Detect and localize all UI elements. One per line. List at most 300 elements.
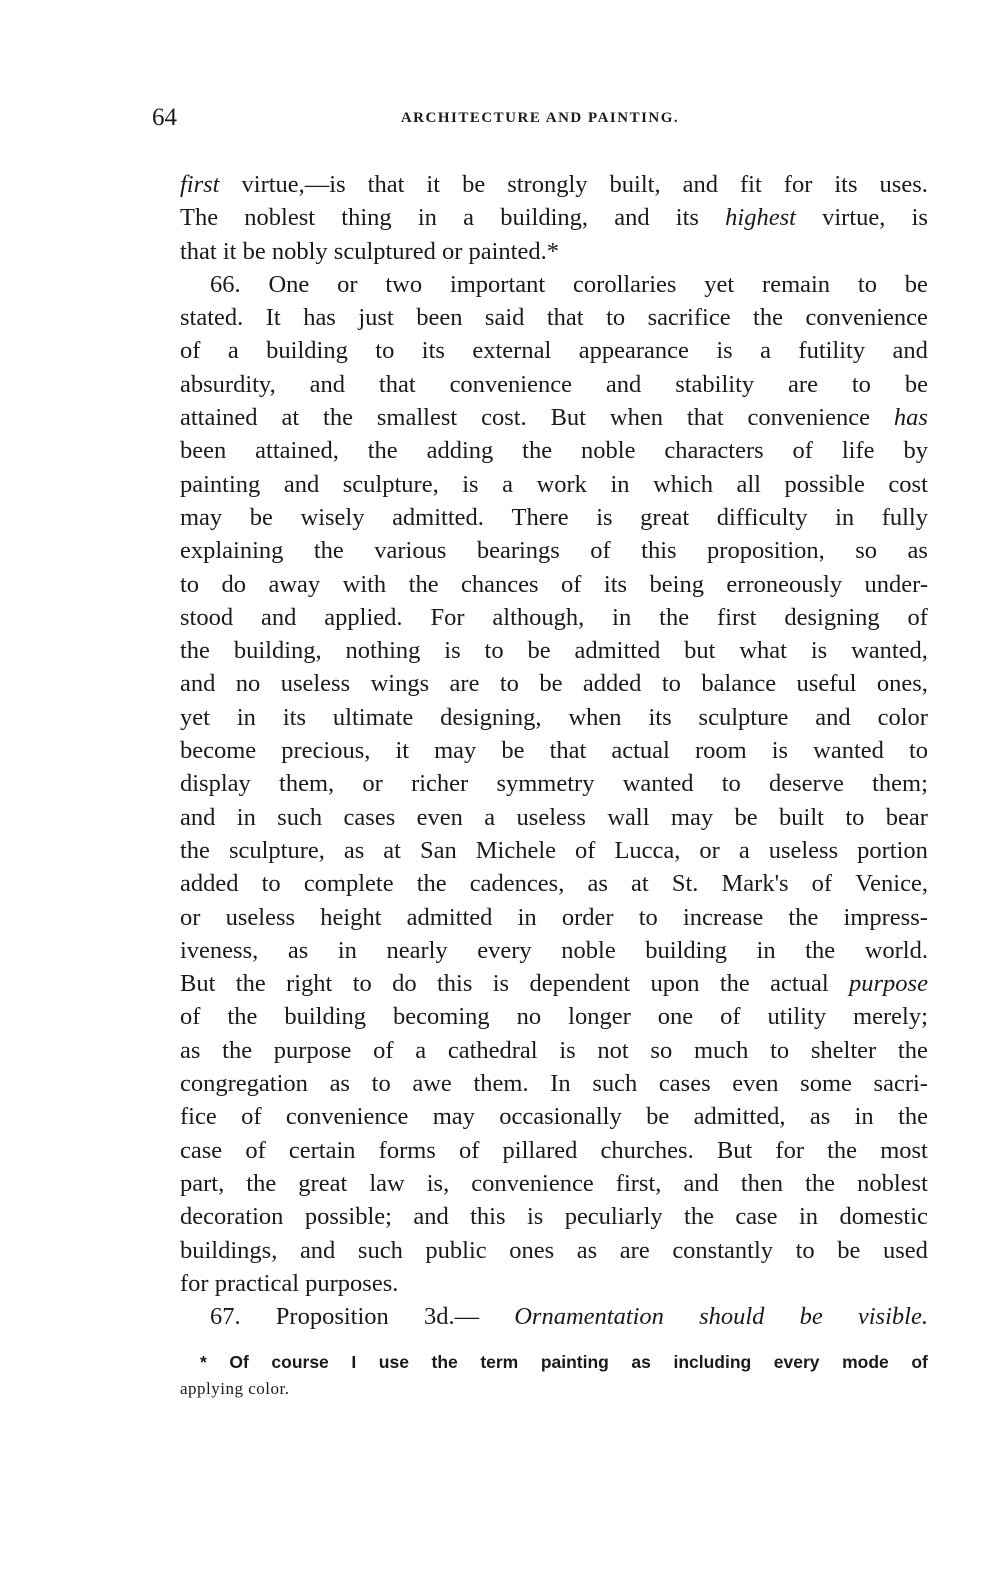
text-line: [180, 867, 928, 900]
word: portion: [857, 836, 928, 864]
word: characters: [664, 437, 764, 465]
word: when: [609, 404, 663, 432]
word: first: [180, 171, 220, 198]
word: as: [287, 936, 309, 964]
word: and: [283, 470, 320, 498]
word: wisely: [300, 503, 365, 531]
word: visible.: [857, 1303, 928, 1331]
word: sculpture,: [342, 470, 439, 498]
text-line: [180, 1200, 928, 1233]
word: In: [550, 1070, 571, 1098]
word: this: [470, 1203, 506, 1231]
word: the: [416, 870, 447, 898]
word: designing: [784, 603, 880, 631]
word: Venice,: [855, 870, 928, 898]
word: cost.: [481, 404, 527, 432]
word: even: [416, 803, 463, 831]
word: that: [367, 171, 405, 198]
word: futility: [798, 337, 866, 365]
word: height: [320, 903, 382, 931]
word: first: [716, 603, 757, 631]
text-line: [180, 834, 928, 867]
word: a: [760, 337, 771, 365]
word: cases: [658, 1070, 711, 1098]
word: great: [298, 1169, 348, 1197]
word: part,: [180, 1169, 225, 1197]
word: some: [800, 1070, 852, 1098]
word: noblest: [244, 204, 316, 232]
word: or: [699, 836, 720, 864]
word: noble: [581, 437, 636, 465]
word: sculpture,: [228, 836, 325, 864]
word: of: [458, 1136, 480, 1164]
word: including: [673, 1352, 752, 1372]
word: its: [675, 204, 699, 232]
word: so: [650, 1036, 673, 1064]
word: chances: [461, 570, 539, 598]
word: virtue,—is: [241, 171, 346, 198]
word: Mark's: [721, 870, 789, 898]
word: But: [550, 404, 586, 432]
word: to: [606, 304, 626, 332]
word: the: [323, 404, 353, 432]
text-line: [180, 168, 928, 201]
word: convenience: [471, 1169, 594, 1197]
word: and: [683, 1169, 719, 1197]
word: cases: [343, 803, 396, 831]
text-line: [180, 701, 928, 734]
word: awe: [412, 1070, 452, 1098]
word: great: [640, 503, 690, 531]
word: added: [180, 870, 239, 898]
word: to: [499, 670, 519, 698]
word: cost: [888, 470, 928, 498]
word: the: [805, 936, 836, 964]
word: a: [484, 803, 496, 831]
word: dependent: [529, 970, 631, 998]
word: at: [281, 404, 300, 432]
word: or: [337, 270, 358, 298]
word: virtue,: [822, 204, 886, 232]
text-line: [180, 1100, 928, 1133]
word: are: [449, 670, 480, 698]
word: Lucca,: [614, 836, 681, 864]
word: occasionally: [499, 1103, 622, 1131]
running-header: [152, 104, 928, 138]
word: Michele: [475, 836, 557, 864]
word: actual: [611, 737, 670, 765]
word: the: [246, 1169, 277, 1197]
word: and: [614, 204, 650, 232]
word: of: [575, 836, 596, 864]
word: buildings,: [180, 1236, 278, 1264]
word: wanted: [813, 737, 884, 765]
word: mode: [842, 1352, 889, 1372]
word: in: [612, 603, 632, 631]
word: two: [385, 270, 423, 298]
text-line: [180, 235, 928, 268]
word: useless: [768, 836, 839, 864]
word: do: [221, 570, 247, 598]
word: and: [815, 703, 851, 731]
word: when: [568, 703, 622, 731]
word: and: [892, 337, 928, 365]
word: Of: [229, 1352, 249, 1372]
word: or: [180, 903, 201, 931]
page-number: 64: [152, 104, 177, 131]
word: it: [426, 171, 441, 198]
word: what: [739, 637, 787, 665]
footnote: [180, 1348, 928, 1402]
word: in: [610, 470, 630, 498]
word: no: [235, 670, 261, 698]
text-line: [180, 434, 928, 467]
word: in: [417, 204, 437, 232]
word: then: [740, 1169, 784, 1197]
word: building: [284, 1003, 367, 1031]
word: San: [419, 836, 457, 864]
word: But: [716, 1136, 753, 1164]
word: that: [378, 370, 416, 398]
word: domestic: [839, 1203, 928, 1231]
text-line: [180, 201, 928, 234]
footnote-line-1: [180, 1348, 928, 1376]
word: wanted: [622, 770, 694, 798]
word: to: [845, 803, 865, 831]
word: possible;: [304, 1203, 392, 1231]
word: certain: [288, 1136, 356, 1164]
word: or: [362, 770, 383, 798]
word: with: [342, 570, 387, 598]
word: painting: [540, 1352, 609, 1372]
word: impress-: [843, 903, 928, 931]
word: to: [352, 970, 372, 998]
word: that: [686, 404, 724, 432]
word: utility: [767, 1003, 827, 1031]
word: that: [546, 304, 584, 332]
word: building: [645, 936, 727, 964]
word: fully: [881, 503, 928, 531]
word: useless: [516, 803, 586, 831]
text-line: [180, 667, 928, 700]
word: and: [413, 1203, 449, 1231]
word: color: [877, 703, 928, 731]
word: should: [699, 1303, 765, 1331]
word: be: [837, 1236, 861, 1264]
word: at: [383, 836, 401, 864]
word: stated.: [180, 304, 244, 332]
word: noblest: [857, 1169, 928, 1197]
word: in: [756, 936, 776, 964]
word: fit: [739, 171, 762, 198]
word: is: [810, 637, 828, 665]
word: room: [694, 737, 747, 765]
word: as: [907, 537, 928, 565]
word: and: [261, 603, 297, 631]
word: admitted: [574, 637, 661, 665]
word: which: [653, 470, 713, 498]
word: the: [684, 1203, 714, 1231]
text-line: [180, 767, 928, 800]
word: every: [477, 936, 532, 964]
word: corollaries: [573, 270, 677, 298]
word: but: [684, 637, 716, 665]
word: world.: [864, 936, 928, 964]
word: convenience: [449, 370, 572, 398]
word: congregation: [180, 1070, 308, 1098]
word: bearings: [476, 537, 560, 565]
word: noble: [561, 936, 616, 964]
word: a: [502, 470, 514, 498]
text-line: [180, 1267, 928, 1300]
word: just: [358, 304, 394, 332]
word: the: [805, 1169, 836, 1197]
word: convenience: [285, 1103, 409, 1131]
text-line: [180, 1034, 928, 1067]
word: no: [516, 1003, 542, 1031]
word: be: [799, 1303, 823, 1331]
word: sculpture: [698, 703, 789, 731]
word: is: [526, 1203, 544, 1231]
word: the: [180, 637, 210, 665]
word: be: [527, 637, 551, 665]
word: most: [880, 1136, 928, 1164]
word: appearance: [578, 337, 689, 365]
word: be: [904, 370, 928, 398]
word: right: [286, 970, 333, 998]
word: 66.: [210, 270, 241, 298]
word: For: [430, 603, 465, 631]
word: nearly: [386, 936, 448, 964]
word: stood: [180, 603, 234, 631]
word: wall: [607, 803, 650, 831]
word: this: [436, 970, 473, 998]
word: as: [631, 1352, 651, 1372]
word: has: [303, 304, 336, 332]
word: such: [357, 1236, 403, 1264]
word: iveness,: [180, 936, 259, 964]
word: deserve: [769, 770, 844, 798]
word: to: [908, 737, 928, 765]
word: said: [484, 304, 525, 332]
text-line: [180, 534, 928, 567]
word: of: [792, 437, 813, 465]
word: being: [649, 570, 704, 598]
word: of: [907, 603, 928, 631]
word: the: [227, 1003, 258, 1031]
word: them;: [872, 770, 928, 798]
word: be: [501, 737, 525, 765]
word: course: [271, 1352, 329, 1372]
word: to: [851, 370, 871, 398]
word: the: [753, 304, 783, 332]
word: the: [827, 1136, 858, 1164]
word: is: [492, 970, 510, 998]
word: of: [590, 537, 611, 565]
word: not: [597, 1036, 629, 1064]
text-line: [180, 1067, 928, 1100]
word: are: [619, 1236, 650, 1264]
word: in: [854, 1103, 874, 1131]
word: external: [472, 337, 552, 365]
word: yet: [180, 703, 210, 731]
word: so: [855, 537, 878, 565]
word: used: [883, 1236, 928, 1264]
text-line: [180, 568, 928, 601]
word: be: [249, 503, 273, 531]
word: and: [180, 803, 216, 831]
word: of: [180, 1003, 201, 1031]
word: forms: [378, 1136, 436, 1164]
word: convenience: [805, 304, 928, 332]
word: richer: [411, 770, 469, 798]
word: built,: [609, 171, 661, 198]
text-line: [180, 1134, 928, 1167]
word: to: [638, 903, 658, 931]
word: be: [734, 803, 758, 831]
word: St.: [671, 870, 699, 898]
word: absurdity,: [180, 370, 276, 398]
word: all: [736, 470, 761, 498]
word: are: [788, 370, 818, 398]
word: nothing: [345, 637, 421, 665]
text-line: [180, 268, 928, 301]
text-line: [180, 401, 928, 434]
text-line: [180, 368, 928, 401]
word: Proposition: [275, 1303, 389, 1331]
word: remain: [762, 270, 831, 298]
word: yet: [704, 270, 735, 298]
word: smallest: [376, 404, 458, 432]
word: this: [641, 537, 677, 565]
word: purpose: [849, 970, 928, 998]
word: to: [661, 670, 681, 698]
word: the: [659, 603, 690, 631]
word: added: [582, 670, 642, 698]
word: its: [282, 703, 306, 731]
word: the: [897, 1036, 928, 1064]
word: But: [180, 970, 216, 998]
word: useless: [280, 670, 351, 698]
word: pillared: [502, 1136, 578, 1164]
word: purpose: [273, 1036, 352, 1064]
word: case: [735, 1203, 778, 1231]
word: the: [522, 437, 553, 465]
word: building,: [233, 637, 322, 665]
word: the: [367, 437, 398, 465]
word: uses.: [879, 171, 928, 198]
word: become: [180, 737, 257, 765]
word: There: [511, 503, 569, 531]
word: to: [484, 637, 504, 665]
word: 67.: [210, 1303, 241, 1331]
word: is: [559, 1036, 576, 1064]
word: of: [561, 570, 582, 598]
word: such: [277, 803, 323, 831]
word: to: [770, 1036, 790, 1064]
word: for: [783, 171, 813, 198]
word: first,: [615, 1169, 662, 1197]
word: attained,: [255, 437, 339, 465]
word: as: [809, 1103, 831, 1131]
word: be: [646, 1103, 670, 1131]
text-line: [180, 301, 928, 334]
word: of: [180, 337, 201, 365]
word: for: [775, 1136, 804, 1164]
word: adding: [426, 437, 494, 465]
word: built: [779, 803, 824, 831]
word: convenience: [747, 404, 870, 432]
word: may: [180, 503, 223, 531]
word: the: [788, 903, 819, 931]
text-line: [180, 1000, 928, 1033]
word: be: [539, 670, 563, 698]
word: to: [261, 870, 281, 898]
word: much: [693, 1036, 749, 1064]
word: actual: [770, 970, 829, 998]
word: as: [576, 1236, 598, 1264]
word: admitted: [406, 903, 493, 931]
word: peculiarly: [564, 1203, 663, 1231]
word: I: [351, 1352, 357, 1372]
text-line: [180, 601, 928, 634]
text-line: [180, 334, 928, 367]
text-line: [180, 734, 928, 767]
word: to: [795, 1236, 815, 1264]
word: may: [670, 803, 714, 831]
word: as: [180, 1036, 201, 1064]
word: a: [415, 1036, 427, 1064]
word: bear: [885, 803, 928, 831]
word: do: [392, 970, 417, 998]
word: that: [549, 737, 587, 765]
word: a: [738, 836, 750, 864]
text-line: [180, 1300, 928, 1333]
word: and: [299, 1236, 336, 1264]
word: law: [369, 1169, 405, 1197]
word: attained: [180, 404, 258, 432]
word: of: [241, 1103, 262, 1131]
word: *: [200, 1352, 207, 1372]
word: is: [462, 470, 479, 498]
footnote-line-2: applying color.: [180, 1379, 290, 1398]
word: cadences,: [469, 870, 565, 898]
word: building: [266, 337, 348, 365]
word: been: [416, 304, 463, 332]
word: wings: [370, 670, 430, 698]
word: sacrifice: [647, 304, 731, 332]
word: every: [773, 1352, 820, 1372]
word: to: [371, 1070, 391, 1098]
word: been: [180, 437, 227, 465]
word: the: [408, 570, 439, 598]
word: its: [603, 570, 628, 598]
word: in: [798, 1203, 819, 1231]
word: highest: [725, 204, 796, 232]
word: in: [835, 503, 855, 531]
word: merely;: [853, 1003, 928, 1031]
word: has: [893, 404, 928, 432]
word: stability: [675, 370, 755, 398]
word: of: [811, 870, 833, 898]
text-line: [180, 901, 928, 934]
word: a: [227, 337, 239, 365]
word: as: [343, 836, 365, 864]
word: the: [222, 1036, 253, 1064]
word: in: [236, 703, 256, 731]
word: is: [444, 637, 461, 665]
word: even: [732, 1070, 779, 1098]
